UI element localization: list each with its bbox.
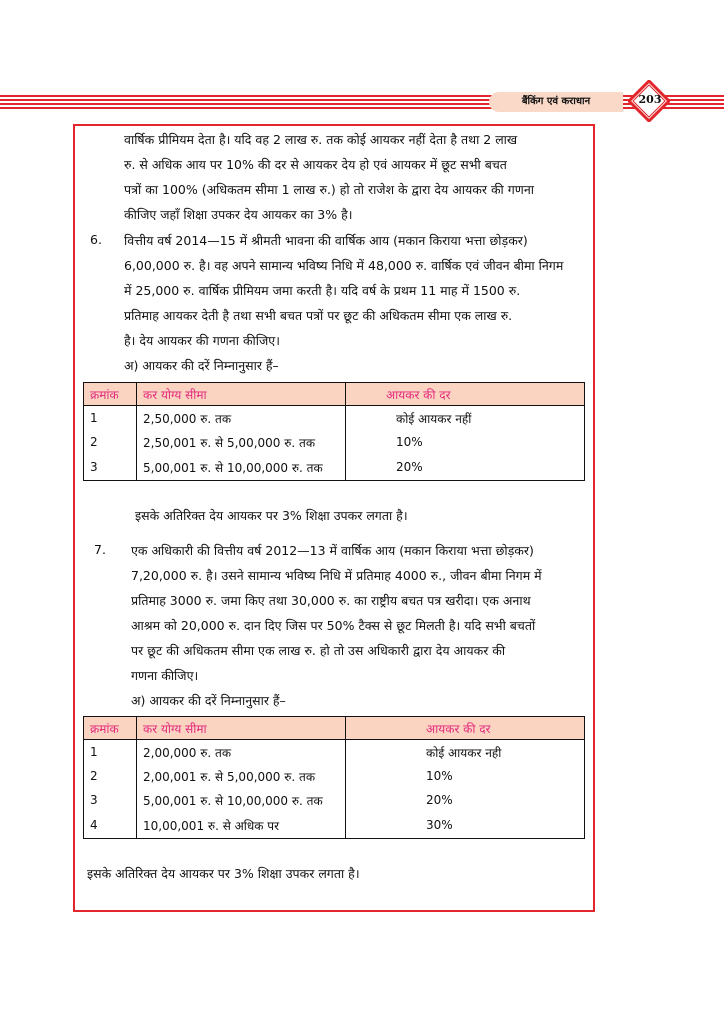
text-line: 7,20,000 रु. है। उसने सामान्य भविष्य निधि में प्रतिमाह 4000 रु., जीवन बीमा निगम में bbox=[131, 568, 542, 583]
text-line: प्रतिमाह 3000 रु. जमा किए तथा 30,000 रु. का राष्ट्रीय बचत पत्र खरीदा। एक अनाथ bbox=[131, 593, 531, 608]
table-row bbox=[84, 454, 585, 481]
table-cell: 30% bbox=[346, 812, 585, 839]
cess-note: इसके अतिरिक्त देय आयकर पर 3% शिक्षा उपकर लगता है। bbox=[135, 508, 408, 523]
table-row bbox=[84, 406, 585, 431]
chapter-title: बैंकिंग एवं कराधान bbox=[489, 92, 623, 112]
table-row bbox=[84, 764, 585, 788]
table-cell: 4 bbox=[84, 812, 137, 839]
text-line: है। देय आयकर की गणना कीजिए। bbox=[124, 333, 280, 348]
table-cell: 2 bbox=[84, 430, 137, 454]
rates-intro: अ) आयकर की दरें निम्नानुसार हैं– bbox=[131, 693, 286, 708]
text-line: में 25,000 रु. वार्षिक प्रीमियम जमा करती है। यदि वर्ष के प्रथम 11 माह में 1500 रु. bbox=[124, 283, 521, 298]
table-cell: 5,00,001 रु. से 10,00,000 रु. तक bbox=[137, 454, 346, 481]
column-header: कर योग्य सीमा bbox=[137, 383, 346, 406]
table-cell: 10,00,001 रु. से अधिक पर bbox=[137, 812, 346, 839]
table-cell: 20% bbox=[346, 454, 585, 481]
text-line: वित्तीय वर्ष 2014—15 में श्रीमती भावना की वार्षिक आय (मकान किराया भत्ता छोड़कर) bbox=[124, 233, 528, 248]
text-line: रु. से अधिक आय पर 10% की दर से आयकर देय हो एवं आयकर में छूट सभी बचत bbox=[124, 157, 507, 172]
text-line: 6,00,000 रु. है। वह अपने सामान्य भविष्य निधि में 48,000 रु. वार्षिक एवं जीवन बीमा निगम bbox=[124, 258, 564, 273]
text-line: पर छूट की अधिकतम सीमा एक लाख रु. हो तो उस अधिकारी द्वारा देय आयकर की bbox=[131, 643, 506, 658]
text-line: कीजिए जहाँ शिक्षा उपकर देय आयकर का 3% है। bbox=[124, 207, 353, 222]
text-line: आश्रम को 20,000 रु. दान दिए जिस पर 50% टैक्स से छूट मिलती है। यदि सभी बचतों bbox=[131, 618, 536, 633]
table-cell: 1 bbox=[84, 406, 137, 431]
rates-intro: अ) आयकर की दरें निम्नानुसार हैं– bbox=[124, 358, 279, 373]
table-cell: 2 bbox=[84, 764, 137, 788]
text-line: एक अधिकारी की वित्तीय वर्ष 2012—13 में वार्षिक आय (मकान किराया भत्ता छोड़कर) bbox=[131, 543, 534, 558]
table-row bbox=[84, 430, 585, 454]
tax-rate-table bbox=[83, 716, 585, 839]
table-cell: कोई आयकर नही bbox=[346, 740, 585, 765]
table-cell: कोई आयकर नहीं bbox=[346, 406, 585, 431]
table-cell: 2,00,000 रु. तक bbox=[137, 740, 346, 765]
table-cell: 2,00,001 रु. से 5,00,000 रु. तक bbox=[137, 764, 346, 788]
column-header: क्रमांक bbox=[84, 383, 137, 406]
column-header: क्रमांक bbox=[84, 717, 137, 740]
text-line: पत्रों का 100% (अधिकतम सीमा 1 लाख रु.) हो तो राजेश के द्वारा देय आयकर की गणना bbox=[124, 182, 535, 197]
column-header: आयकर की दर bbox=[346, 383, 585, 406]
tax-rate-table bbox=[83, 382, 585, 481]
table-cell: 10% bbox=[346, 764, 585, 788]
page-number: 203 bbox=[638, 93, 662, 106]
column-header: कर योग्य सीमा bbox=[137, 717, 346, 740]
table-row bbox=[84, 788, 585, 812]
table-cell: 1 bbox=[84, 740, 137, 765]
text-line: वार्षिक प्रीमियम देता है। यदि वह 2 लाख रु. तक कोई आयकर नहीं देता है तथा 2 लाख bbox=[124, 132, 518, 147]
table-cell: 20% bbox=[346, 788, 585, 812]
table-cell: 2,50,000 रु. तक bbox=[137, 406, 346, 431]
text-line: प्रतिमाह आयकर देती है तथा सभी बचत पत्रों पर छूट की अधिकतम सीमा एक लाख रु. bbox=[124, 308, 513, 323]
table-cell: 10% bbox=[346, 430, 585, 454]
question-number: 7. bbox=[94, 542, 106, 557]
cess-note: इसके अतिरिक्त देय आयकर पर 3% शिक्षा उपकर लगता है। bbox=[87, 866, 360, 881]
table-row bbox=[84, 740, 585, 765]
column-header: आयकर की दर bbox=[346, 717, 585, 740]
text-line: गणना कीजिए। bbox=[131, 668, 199, 683]
table-row bbox=[84, 812, 585, 839]
table-cell: 5,00,001 रु. से 10,00,000 रु. तक bbox=[137, 788, 346, 812]
table-cell: 3 bbox=[84, 788, 137, 812]
table-cell: 3 bbox=[84, 454, 137, 481]
question-number: 6. bbox=[90, 232, 102, 247]
table-cell: 2,50,001 रु. से 5,00,000 रु. तक bbox=[137, 430, 346, 454]
